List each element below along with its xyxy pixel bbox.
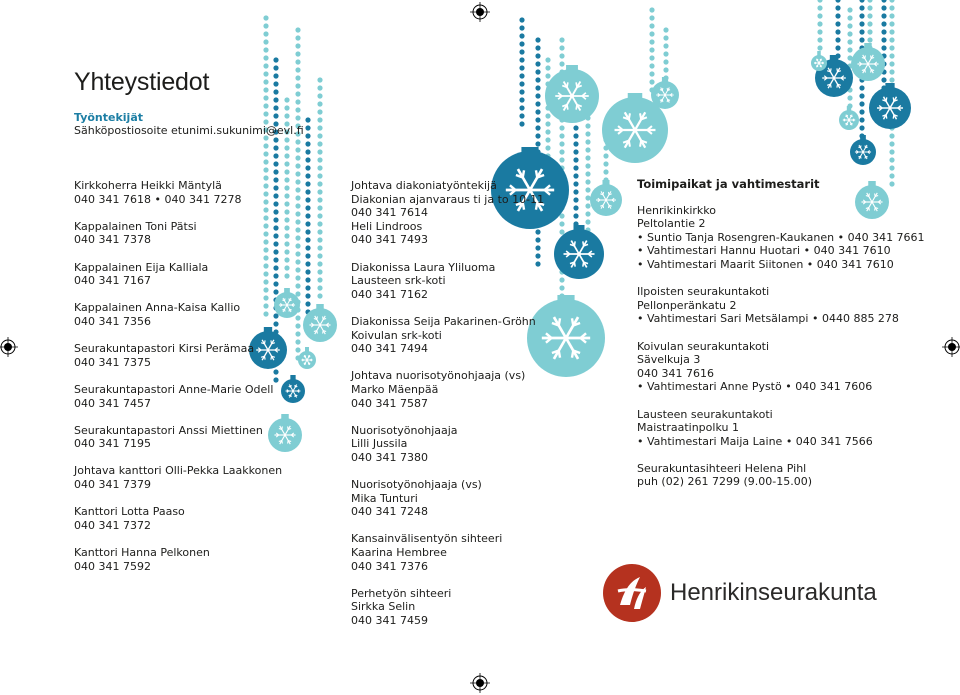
snowflake-ornament-icon [850, 135, 876, 165]
contact-entry [74, 301, 282, 328]
contact-line: Kansainvälisentyön sihteeri [351, 532, 503, 546]
contact-line: Koivulan srk-koti [351, 328, 442, 342]
location-line: • Vahtimestari Maarit Siitonen • 040 341 7610 [637, 257, 894, 271]
locations-heading: Toimipaikat ja vahtimestarit [637, 177, 820, 191]
contact-line: Johtava diakoniatyöntekijä [351, 179, 497, 192]
contact-line: Perhetyön sihteeri [351, 586, 452, 600]
contact-line: 040 341 7380 [351, 450, 428, 464]
location-entry [637, 408, 925, 449]
contact-entry [74, 261, 282, 288]
location-line: Koivulan seurakuntakoti [637, 339, 770, 353]
locations-column [637, 178, 925, 503]
contact-line: Seurakuntapastori Kirsi Perämaa [74, 342, 255, 356]
location-line: 040 341 7616 [637, 366, 714, 380]
contact-line: 040 341 7592 [74, 559, 151, 573]
snowflake-ornament-icon [298, 347, 316, 369]
contact-line: Nuorisotyönohjaaja (vs) [351, 478, 482, 492]
contact-line: 040 341 7378 [74, 233, 151, 247]
contact-line: Kappalainen Eija Kalliala [74, 260, 209, 274]
contact-line: 040 341 7457 [74, 396, 151, 410]
snowflake-ornament-icon [869, 83, 911, 129]
contact-entry [74, 179, 282, 206]
contact-line: 040 341 7618 • 040 341 7278 [74, 192, 242, 206]
contact-line: Diakonian ajanvaraus ti ja to 10-11 [351, 192, 545, 206]
contact-line: Seurakuntapastori Anssi Miettinen [74, 423, 263, 437]
contact-line: Kappalainen Toni Pätsi [74, 219, 197, 233]
contact-line: 040 341 7379 [74, 478, 151, 492]
location-line: • Vahtimestari Sari Metsälampi • 0440 885 278 [637, 312, 899, 326]
left-contact-column [74, 179, 282, 587]
email-note: Sähköpostiosoite etunimi.sukunimi@evl.fi [74, 124, 304, 137]
contact-line: Mika Tunturi [351, 491, 418, 505]
contact-line: Lilli Jussila [351, 437, 408, 451]
location-line: Sävelkuja 3 [637, 353, 701, 367]
location-line: Ilpoisten seurakuntakoti [637, 285, 770, 299]
location-line: Maistraatinpolku 1 [637, 421, 739, 435]
employees-header [74, 111, 304, 137]
snowflake-ornament-icon [839, 106, 859, 130]
location-line: Henrikinkirkko [637, 203, 717, 217]
contact-entry [74, 220, 282, 247]
location-line: • Vahtimestari Hannu Huotari • 040 341 7610 [637, 244, 891, 258]
location-entry [637, 285, 925, 326]
registration-mark-icon [470, 673, 490, 693]
location-line: Peltolantie 2 [637, 217, 706, 231]
contact-line: 040 341 7587 [351, 396, 428, 410]
snowflake-ornament-icon [811, 51, 827, 71]
contact-line: Diakonissa Seija Pakarinen-Gröhn [351, 314, 536, 328]
contact-line: Kappalainen Anna-Kaisa Kallio [74, 301, 241, 315]
contact-line: Lausteen srk-koti [351, 274, 446, 288]
location-line: • Vahtimestari Maija Laine • 040 341 7566 [637, 434, 873, 448]
contact-line: 040 341 7248 [351, 505, 428, 519]
location-line: Lausteen seurakuntakoti [637, 407, 773, 421]
contact-entry [351, 424, 544, 465]
contact-line: 040 341 7375 [74, 355, 151, 369]
location-entry [637, 462, 925, 489]
contact-line: 040 341 7459 [351, 614, 428, 627]
location-entry [637, 204, 925, 272]
section-heading: Työntekijät [74, 111, 144, 124]
contact-entry [74, 383, 282, 410]
contact-entry [74, 464, 282, 491]
contact-entry [351, 315, 544, 356]
contact-entry [351, 478, 544, 519]
location-line: Pellonperänkatu 2 [637, 298, 737, 312]
locations-list [637, 204, 925, 489]
contact-entry [351, 261, 544, 302]
contact-entry [74, 505, 282, 532]
contact-line: Sirkka Selin [351, 600, 416, 614]
location-line: • Vahtimestari Anne Pystö • 040 341 7606 [637, 380, 873, 394]
contact-line: Seurakuntapastori Anne-Marie Odell [74, 382, 274, 396]
location-line: Seurakuntasihteeri Helena Pihl [637, 461, 807, 475]
logo-text: Henrikinseurakunta [670, 579, 877, 606]
contact-line: Nuorisotyönohjaaja [351, 423, 458, 437]
contact-line: 040 341 7162 [351, 287, 428, 301]
contact-line: Marko Mäenpää [351, 382, 439, 396]
snowflake-ornament-icon [281, 375, 305, 403]
snowflake-ornament-icon [651, 77, 679, 109]
snowflake-ornament-icon [545, 65, 599, 123]
contact-line: Kirkkoherra Heikki Mäntylä [74, 179, 222, 192]
snowflake-ornament-icon [851, 43, 885, 81]
contact-line: Kanttori Hanna Pelkonen [74, 546, 210, 560]
location-entry [637, 340, 925, 394]
page-title: Yhteystiedot [74, 68, 210, 96]
henrikinseurakunta-logo-icon [600, 561, 664, 625]
registration-mark-icon [0, 337, 18, 357]
parish-logo [600, 561, 900, 625]
contact-entry [351, 532, 544, 573]
middle-contact-column [351, 179, 544, 641]
contact-line: 040 341 7356 [74, 314, 151, 328]
contact-entry [74, 546, 282, 573]
contact-line: Johtava kanttori Olli-Pekka Laakkonen [74, 464, 283, 478]
contact-line: Johtava nuorisotyönohjaaja (vs) [351, 369, 526, 383]
location-line: puh (02) 261 7299 (9.00-15.00) [637, 475, 813, 489]
contact-line: 040 341 7376 [351, 559, 428, 573]
contact-line: 040 341 7195 [74, 437, 151, 451]
contact-entry [74, 342, 282, 369]
contact-line: 040 341 7494 [351, 342, 428, 356]
registration-mark-icon [942, 337, 960, 357]
contact-entry [351, 179, 544, 247]
contact-line: Diakonissa Laura Yliluoma [351, 260, 496, 274]
contact-line: 040 341 7493 [351, 233, 428, 247]
snowflake-ornament-icon [590, 180, 622, 216]
contact-line: 040 341 7167 [74, 274, 151, 288]
contact-entry [351, 369, 544, 410]
contact-entry [74, 424, 282, 451]
contact-line: Heli Lindroos [351, 219, 423, 233]
contact-line: 040 341 7372 [74, 518, 151, 532]
contact-entry [351, 587, 544, 628]
registration-mark-icon [470, 2, 490, 22]
location-line: • Suntio Tanja Rosengren-Kaukanen • 040 341 7661 [637, 230, 925, 244]
contact-line: Kanttori Lotta Paaso [74, 505, 185, 519]
contact-line: Kaarina Hembree [351, 546, 447, 560]
contact-line: 040 341 7614 [351, 206, 428, 220]
